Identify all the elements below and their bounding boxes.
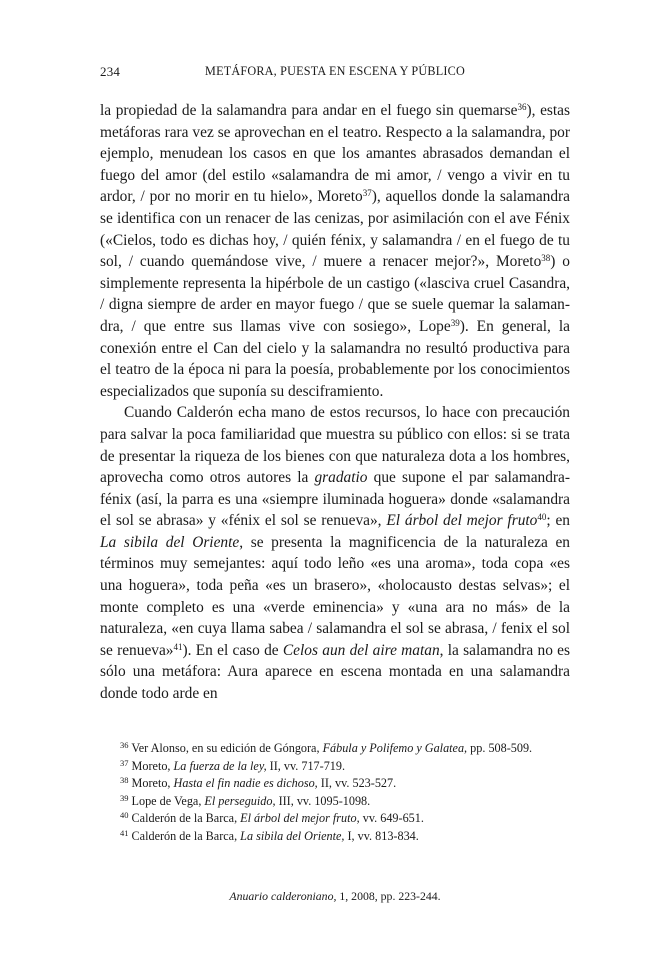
footnote-40 bbox=[100, 810, 570, 828]
footnote-ref-40: 40 bbox=[537, 512, 547, 523]
footnote-41 bbox=[100, 828, 570, 846]
footnote-text: Moreto, bbox=[131, 776, 174, 791]
footnote-ref-39: 39 bbox=[450, 317, 460, 328]
footnote-ref-41: 41 bbox=[173, 641, 183, 652]
footnote-title: Fábula y Polifemo y Galatea, bbox=[322, 741, 468, 755]
footnote-title: El perseguido, bbox=[204, 793, 276, 808]
footnotes bbox=[100, 740, 570, 846]
footnote-text: Calderón de la Barca, bbox=[131, 811, 241, 826]
footnote-text: Ver Alonso, en su edición de Góngora, bbox=[131, 741, 323, 755]
text-run: ) o simplemente representa la hipérbole de un castigo («lasciva cruel Casandra, / digna siempre de arder en mayor fuego / que se suele quemar la salamandra, / que entre sus llamas vive con sosiego», Lope bbox=[100, 253, 570, 335]
paragraph-1 bbox=[100, 100, 570, 402]
page-header bbox=[100, 64, 570, 82]
footnote-title: Hasta el fin nadie es dichoso, bbox=[173, 776, 318, 791]
footnote-number: 38 bbox=[120, 775, 129, 786]
text-run: , se presenta la magnificencia de la naturaleza en términos muy semejantes: aquí todo leño «es una aroma», toda copa «es una hoguera», toda peña «es un brasero», «holocausto destas selvas»; el monte completo es una «verde eminencia» y «una ara no más» de la naturaleza, «en cuya llama sabea / salamandra el sol se abrasa, / fenix el sol se renueva» bbox=[100, 533, 570, 659]
text-run: , la salamandra no es sólo una metáfora: Aura aparece en escena montada en una salamandra donde todo arde en bbox=[100, 641, 570, 703]
footnote-text: pp. 508-509. bbox=[467, 741, 533, 755]
footnote-number: 37 bbox=[120, 757, 129, 768]
footnote-title: La sibila del Oriente, bbox=[240, 828, 345, 843]
italic-term: gradatio bbox=[314, 469, 368, 487]
work-title: Celos aun del aire matan bbox=[282, 641, 440, 659]
footnote-ref-37: 37 bbox=[362, 188, 372, 199]
footnote-text: Moreto, bbox=[131, 758, 174, 773]
text-run: ). En general, la conexión entre el Can del cielo y la salamandra no resultó productiva para el teatro de la época ni para la poesía, probablemente por los conocimientos especializados que suponía su desciframiento. bbox=[100, 317, 571, 400]
text-run: ), aquellos donde la salamandra se identifica con un renacer de las cenizas, por asimilación con el ave Fénix («Cielos, todo es dichas hoy, / quién fénix, y salamandra / en el fuego de tu sol, / cuando quemándose vive, / muere a renacer mejor?», Moreto bbox=[100, 188, 571, 271]
text-run: ). En el caso de bbox=[182, 641, 283, 659]
footnote-text: Calderón de la Barca, bbox=[131, 828, 241, 843]
text-run: Cuando Calderón echa mano de estos recursos, lo hace con precaución para salvar la poca familiaridad que muestra su público con ellos: si se trata de presentar la riqueza de los bienes con que naturaleza dota a los hombres, aprovecha como otros autores la bbox=[100, 404, 570, 487]
text-run: la propiedad de la salamandra para andar en el fuego sin quemarse bbox=[100, 102, 518, 119]
footnote-text: I, vv. 813-834. bbox=[344, 828, 419, 843]
page-footer bbox=[100, 889, 570, 904]
work-title: El árbol del mejor fruto bbox=[386, 512, 538, 530]
running-title: METÁFORA, PUESTA EN ESCENA Y PÚBLICO bbox=[205, 64, 465, 78]
journal-name: Anuario calderoniano, bbox=[229, 889, 337, 903]
footnote-number: 36 bbox=[120, 740, 129, 750]
footnote-number: 39 bbox=[120, 792, 129, 803]
text-run: ; en bbox=[546, 512, 570, 530]
footnote-title: La fuerza de la ley, bbox=[173, 758, 267, 773]
footnote-text: II, vv. 717-719. bbox=[266, 758, 346, 773]
text-run: que supone el par salamandra-fénix (así, la parra es una «siempre iluminada hoguera» donde «salamandra el sol se abrasa» y «fénix el sol se renueva», bbox=[100, 469, 570, 530]
footnote-38 bbox=[100, 775, 570, 793]
body-text bbox=[100, 100, 570, 705]
footnote-text: II, vv. 523-527. bbox=[317, 776, 397, 791]
footnote-number: 41 bbox=[120, 827, 129, 838]
footnote-title: El árbol del mejor fruto, bbox=[240, 811, 360, 826]
journal-details: 1, 2008, pp. 223-244. bbox=[336, 889, 441, 903]
footnote-ref-36: 36 bbox=[517, 102, 527, 112]
footnote-ref-38: 38 bbox=[541, 253, 551, 264]
footnote-37 bbox=[100, 758, 570, 776]
work-title: La sibila del Oriente bbox=[100, 533, 240, 551]
footnote-text: vv. 649-651. bbox=[359, 811, 424, 826]
footnote-number: 40 bbox=[120, 810, 129, 821]
footnote-text: Lope de Vega, bbox=[131, 793, 205, 808]
paragraph-2 bbox=[100, 402, 570, 704]
footnote-39 bbox=[100, 793, 570, 811]
text-run: ), estas metáforas rara vez se aprovechan en el teatro. Respecto a la salamandra, por ejemplo, menudean los casos en que los amantes abrasados demandan el fuego del amor (del estilo «salamandra de mi amor, / vengo a vivir en tu ardor, / por no morir en tu hielo», Moreto bbox=[100, 102, 570, 206]
footnote-text: III, vv. 1095-1098. bbox=[275, 793, 371, 808]
page-number: 234 bbox=[100, 64, 121, 79]
footnote-36 bbox=[100, 740, 570, 758]
